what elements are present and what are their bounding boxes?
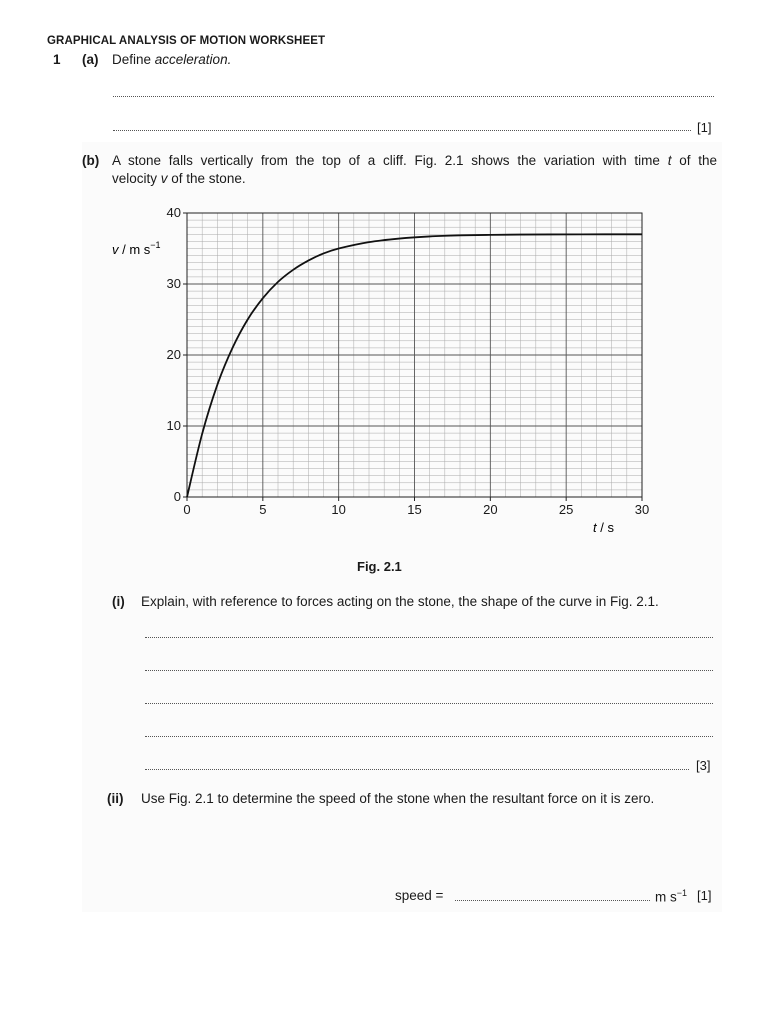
y-tick-label: 10	[166, 418, 181, 433]
worksheet-title: GRAPHICAL ANALYSIS OF MOTION WORKSHEET	[47, 35, 326, 47]
speed-answer-label: speed =	[395, 888, 444, 903]
part-b-text-4: of the stone.	[167, 171, 246, 186]
x-tick-label: 20	[483, 502, 498, 517]
part-b-var-v: v	[160, 171, 168, 186]
part-i-label: (i)	[112, 594, 125, 609]
tick-labels	[167, 205, 650, 517]
figure-caption: Fig. 2.1	[357, 559, 402, 574]
answer-line-i3[interactable]	[145, 703, 713, 704]
x-tick-label: 15	[407, 502, 422, 517]
question-number: 1	[53, 52, 61, 67]
x-tick-label: 10	[331, 502, 346, 517]
speed-unit-exponent: −1	[676, 888, 688, 898]
part-ii-label: (ii)	[107, 791, 124, 806]
x-tick-label: 5	[259, 502, 267, 517]
part-b-var-t: t	[667, 153, 672, 168]
part-b-label: (b)	[82, 153, 100, 168]
x-tick-label: 25	[558, 502, 574, 517]
y-tick-label: 20	[166, 347, 181, 362]
part-b-text-1: A stone falls vertically from the top of a cliff. Fig. 2.1 shows the variation with time	[112, 153, 668, 168]
part-ii-prompt: Use Fig. 2.1 to determine the speed of the stone when the resultant force on it is zero.	[141, 791, 655, 806]
part-a-term: acceleration.	[154, 52, 232, 67]
answer-line-i1[interactable]	[145, 637, 713, 638]
x-axis-label: t / s	[593, 520, 614, 535]
x-tick-label: 0	[183, 502, 191, 517]
speed-unit-text: m s	[655, 889, 677, 905]
part-a-label: (a)	[82, 52, 99, 67]
y-tick-label: 30	[166, 276, 181, 291]
y-axis-label: v / m $s^{-1}$	[112, 240, 161, 257]
part-a-prompt-text: Define	[112, 52, 155, 67]
part-i-marks: [3]	[696, 758, 711, 773]
answer-line-i4[interactable]	[145, 736, 713, 737]
answer-line-i5[interactable]	[145, 769, 689, 770]
speed-answer-line[interactable]	[455, 900, 650, 901]
answer-line-i2[interactable]	[145, 670, 713, 671]
part-b-text-2: of the	[671, 153, 718, 168]
y-tick-label: 40	[166, 205, 181, 220]
axis-ticks	[183, 213, 642, 501]
y-tick-label: 0	[173, 489, 181, 504]
x-tick-label: 30	[634, 502, 650, 517]
part-b-text-3: velocity	[112, 171, 161, 186]
speed-unit	[655, 888, 687, 905]
part-ii-marks: [1]	[697, 888, 712, 903]
part-a-marks: [1]	[697, 120, 712, 135]
part-i-prompt: Explain, with reference to forces acting on the stone, the shape of the curve in Fig. 2.1.	[141, 594, 659, 609]
